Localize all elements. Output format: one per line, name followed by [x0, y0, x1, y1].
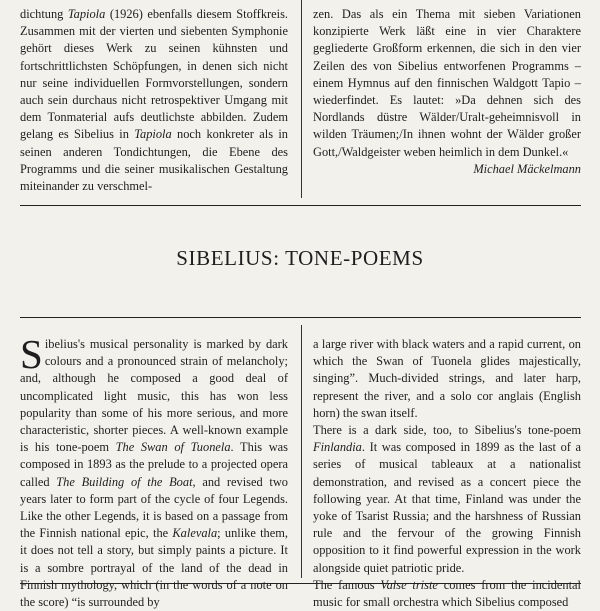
column-divider-bottom — [301, 325, 302, 578]
section-rule-middle — [20, 317, 581, 318]
intro-text — [20, 331, 288, 610]
text-run: . This was composed in 1893 as the prelude to a projected opera called — [20, 440, 288, 489]
italic-title-run: Tapiola — [67, 7, 106, 21]
german-text-column-left — [20, 6, 288, 195]
drop-cap: S — [20, 331, 43, 377]
german-text-column-right — [313, 6, 581, 178]
author-signature: Michael Mäckelmann — [473, 161, 581, 176]
text-run: zen. Das als ein Thema mit sieben Variationen konzipierte Werk läßt eine in vier Charaktere gegliederte Großform erkennen, die sich in den vier Zeilen des von Sibelius entworfenen Programms – einem Hymnus auf den finnischen Waldgott Tapio – wiederfindet. Es lautet: »Da dehnen sich des Nordlands düstre Wälder/Uralt-geheimnisvoll in wilden Träumen;/In ihnen wohnt der Wälder großer Gott,/Waldgeister weben heimlich in dem Dunkel.« — [313, 7, 581, 159]
text-run: , and revised two years later to form part of the cycle of four Legends. Like the other Legends, it is based on a passage from the Finnish national epic, the — [20, 474, 288, 541]
column-divider-top — [301, 0, 302, 198]
text-run: dichtung — [20, 7, 68, 21]
section-rule-top — [20, 205, 581, 206]
english-paragraph-finlandia — [313, 422, 581, 577]
section-title: SIBELIUS: TONE-POEMS — [176, 246, 424, 270]
text-run: ; unlike them, it does not tell a story, but simply paints a picture. It is a sombre portrayal of the land of the dead in Finnish mythology, which (in the words of a note on the score) “is surrounded by — [20, 526, 288, 610]
german-paragraph-left — [20, 6, 288, 195]
italic-title-run: Finlandia — [313, 440, 362, 455]
english-paragraph-intro — [20, 331, 288, 611]
text-run: a large river with black waters and a rapid current, on which the Swan of Tuonela glides majestically, singing”. Much-divided strings, and later harp, represent the river, and a solo cor anglais (English horn) the swan itself. — [313, 337, 581, 420]
italic-title-run: Tapiola — [134, 127, 172, 142]
english-paragraph-swan — [313, 336, 581, 422]
text-run: The famous — [313, 577, 381, 592]
italic-title-run: Valse triste — [380, 577, 438, 592]
english-text-column-left — [20, 331, 288, 611]
text-run: There is a dark side, too, to Sibelius's tone-poem — [313, 423, 581, 438]
text-run: comes from the incidental music for small orchestra which Sibelius composed — [313, 577, 581, 610]
english-text-column-right — [313, 336, 581, 611]
italic-title-run: Kalevala — [172, 526, 218, 541]
italic-title-run: The Swan of Tuonela — [115, 440, 231, 455]
german-paragraph-right — [313, 6, 581, 161]
text-run: ibelius's musical personality is marked by dark colours and a pronounced strain of melancholy; and, although he composed a good deal of uncomplicated light music, this has won less popularity than some of his more serious, and more characteristic, shorter pieces. A well-known example is his tone-poem — [20, 337, 288, 455]
text-run: . It was composed in 1899 as the last of a series of musical tableaux at a nationalist demonstration, and revised as a concert piece the following year. At that time, Finland was under the yoke of Tsarist Russia; and the harshness of Russian rule and the fervour of the growing Finnish opposition to it find powerful expression in the work alongside quiet patriotic pride. — [313, 440, 581, 575]
italic-title-run: The Building of the Boat — [56, 474, 193, 489]
section-rule-bottom — [20, 583, 581, 584]
text-run: (1926) ebenfalls diesem Stoffkreis. Zusammen mit der vierten und siebenten Symphonie gehört dieses Werk zu seinen kühnsten und fortschrittlichsten Schöpfungen, in denen sich nicht nur seine individuellen Formvorstellungen, sondern auch sein durchaus nicht retrospektiver Umgang mit dem Tonmaterial aufs deutlichste abbilden. Zudem gelang es Sibelius in — [20, 7, 288, 142]
text-run: noch konkreter als in seinen anderen Tondichtungen, die Ebene des Programms und die seiner musikalischen Gestaltung miteinander zu verschmel- — [20, 127, 288, 194]
english-paragraph-valse — [313, 577, 581, 611]
